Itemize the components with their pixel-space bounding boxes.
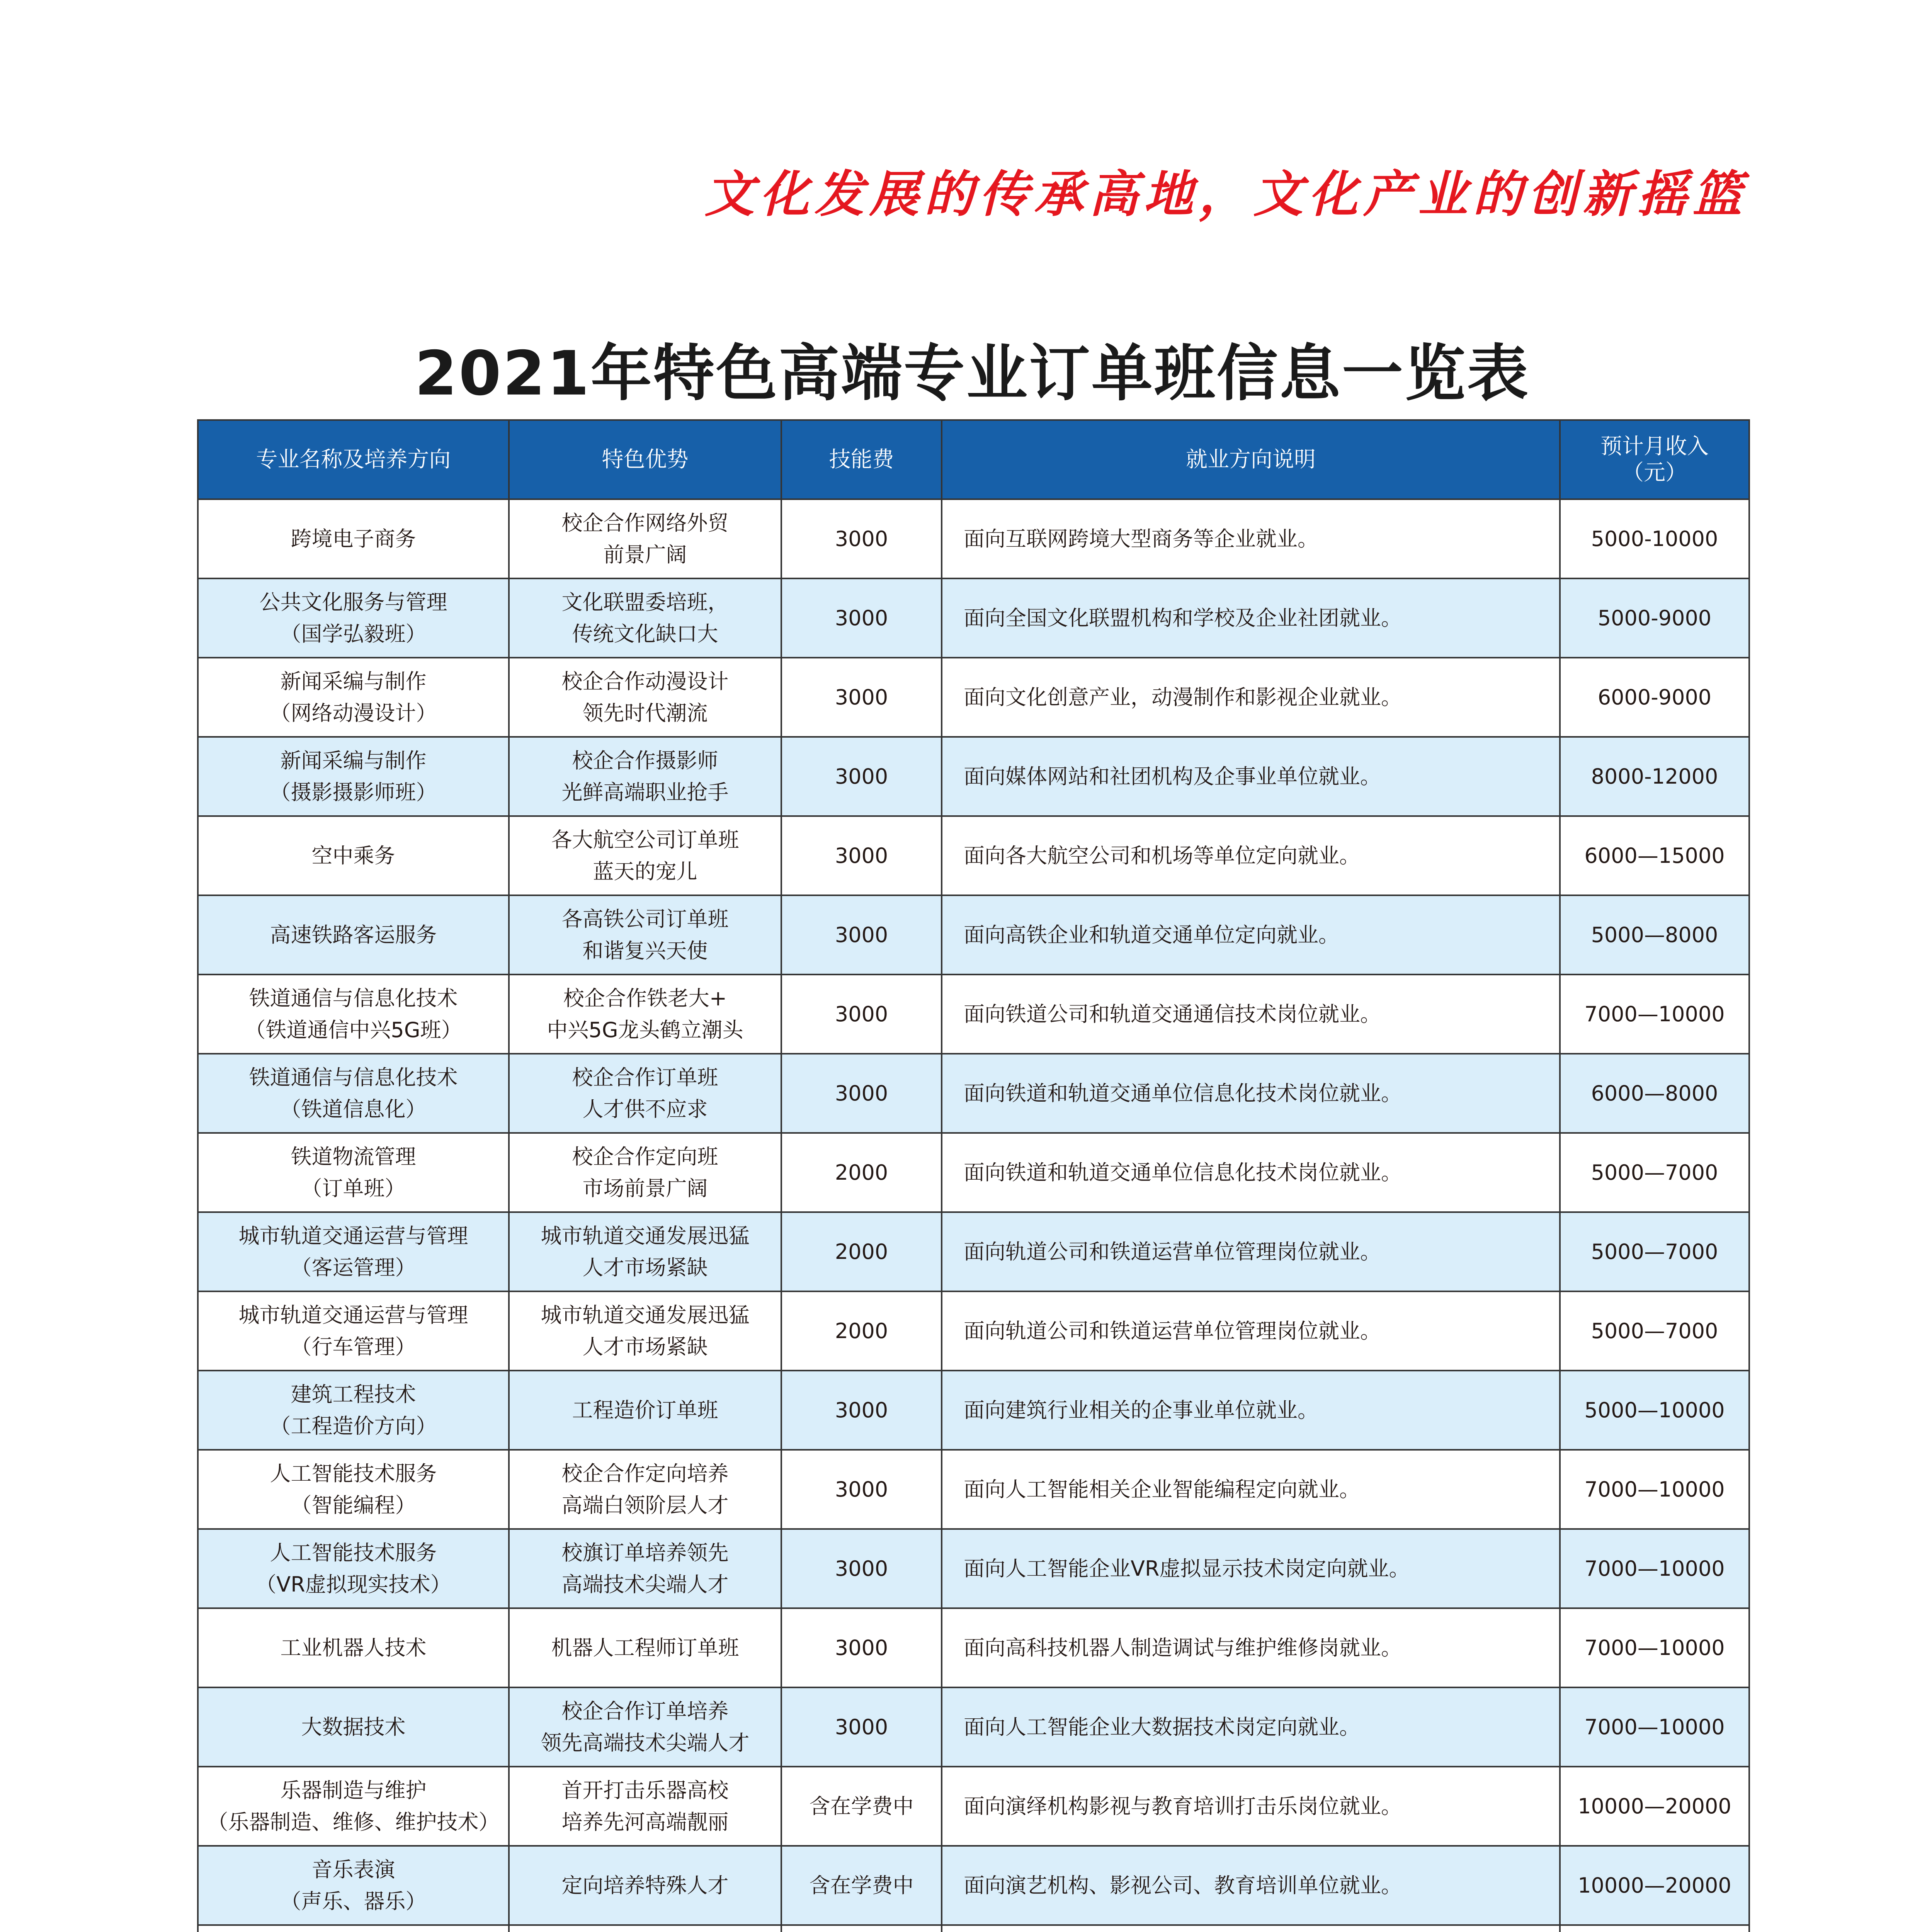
cell-major: 铁道物流管理 （订单班） [198,1133,509,1212]
table-row [198,1212,1749,1291]
page-title: 2021年特色高端专业订单班信息一览表 [415,338,1530,409]
slogan: 文化发展的传承高地，文化产业的创新摇篮 [704,165,1747,223]
cell-advantage: 校企合作定向培养 高端白领阶层人才 [509,1450,781,1529]
table-row [198,1291,1749,1371]
cell-income: 10000—20000 [1560,1846,1749,1925]
cell-advantage: 城市轨道交通发展迅猛 人才市场紧缺 [509,1291,781,1371]
cell-employment: 面向轨道公司和铁道运营单位管理岗位就业。 [942,1212,1560,1291]
cell-major: 空中乘务 [198,816,509,895]
cell-advantage: 首开打击乐器高校 培养先河高端靓丽 [509,1767,781,1846]
cell-fee: 3000 [781,1054,942,1133]
table-row [198,1687,1749,1767]
table-row [198,1846,1749,1925]
cell-income: 5000—10000 [1560,1371,1749,1450]
column-header-advantage: 特色优势 [509,420,781,499]
cell-income: 5000-10000 [1560,499,1749,578]
cell-major: 乐器制造与维护 （乐器制造、维修、维护技术） [198,1767,509,1846]
cell-major: 工业机器人技术 [198,1608,509,1687]
cell-advantage: 校企合作网络外贸 前景广阔 [509,499,781,578]
cell-major: 人工智能技术服务 （VR虚拟现实技术） [198,1529,509,1608]
majors-table [197,419,1750,1932]
cell-income: 5000-9000 [1560,578,1749,658]
cell-fee: 3000 [781,737,942,816]
cell-income: 7000—10000 [1560,1450,1749,1529]
cell-major: 城市轨道交通运营与管理 （客运管理） [198,1212,509,1291]
table-row [198,737,1749,816]
cell-advantage: 机器人工程师订单班 [509,1608,781,1687]
cell-advantage: 各高铁公司订单班 和谐复兴天使 [509,895,781,975]
column-header-income: 预计月收入 （元） [1560,420,1749,499]
cell-income: 6000—15000 [1560,816,1749,895]
cell-employment: 面向人工智能相关企业智能编程定向就业。 [942,1450,1560,1529]
cell-income: 5000—7000 [1560,1212,1749,1291]
table-row [198,975,1749,1054]
table-row [198,895,1749,975]
cell-fee: 3000 [781,1450,942,1529]
cell-employment: 面向全国文化联盟机构和学校及企业社团就业。 [942,578,1560,658]
cell-income: 7000—10000 [1560,975,1749,1054]
table-row [198,1054,1749,1133]
cell-fee: 3000 [781,816,942,895]
cell-fee: 3000 [781,1371,942,1450]
cell-income: 6000-9000 [1560,658,1749,737]
table-row [198,1608,1749,1687]
cell-advantage: 定向培养特殊人才 [509,1846,781,1925]
cell-fee [781,1925,942,1932]
cell-fee: 3000 [781,499,942,578]
cell-advantage: 城市轨道交通发展迅猛 人才市场紧缺 [509,1212,781,1291]
cell-major: 铁道通信与信息化技术 （铁道信息化） [198,1054,509,1133]
cell-income: 6000—8000 [1560,1054,1749,1133]
cell-income: 7000—10000 [1560,1608,1749,1687]
table-row [198,1767,1749,1846]
cell-employment: 面向铁道和轨道交通单位信息化技术岗位就业。 [942,1054,1560,1133]
table-row [198,499,1749,578]
cell-employment: 面向人工智能企业VR虚拟显示技术岗定向就业。 [942,1529,1560,1608]
cell-income: 7000—10000 [1560,1687,1749,1767]
cell-income: 5000—8000 [1560,895,1749,975]
cell-fee: 3000 [781,658,942,737]
cell-income: 10000—20000 [1560,1767,1749,1846]
cell-income: 7000—10000 [1560,1529,1749,1608]
table-row [198,1371,1749,1450]
cell-major: 新闻采编与制作 （摄影摄影师班） [198,737,509,816]
column-header-major: 专业名称及培养方向 [198,420,509,499]
column-header-employment: 就业方向说明 [942,420,1560,499]
cell-income: 5000—7000 [1560,1291,1749,1371]
table-row [198,1529,1749,1608]
cell-employment: 面向文化创意产业，动漫制作和影视企业就业。 [942,658,1560,737]
cell-employment: 面向高科技机器人制造调试与维护维修岗就业。 [942,1608,1560,1687]
cell-advantage [509,1925,781,1932]
table-row [198,1133,1749,1212]
cell-major: 城市轨道交通运营与管理 （行车管理） [198,1291,509,1371]
cell-fee: 3000 [781,1529,942,1608]
table-header-row [198,420,1749,499]
cell-income: 5000—7000 [1560,1133,1749,1212]
cell-advantage: 各大航空公司订单班 蓝天的宠儿 [509,816,781,895]
cell-fee: 3000 [781,895,942,975]
cell-fee: 含在学费中 [781,1846,942,1925]
cell-advantage: 校旗订单培养领先 高端技术尖端人才 [509,1529,781,1608]
cell-employment: 面向建筑行业相关的企事业单位就业。 [942,1371,1560,1450]
table-row [198,1925,1749,1932]
cell-employment: 面向媒体网站和社团机构及企事业单位就业。 [942,737,1560,816]
cell-major: 音乐表演 （声乐、器乐） [198,1846,509,1925]
cell-fee: 2000 [781,1212,942,1291]
cell-employment: 面向互联网跨境大型商务等企业就业。 [942,499,1560,578]
table-row [198,1450,1749,1529]
cell-major: 跨境电子商务 [198,499,509,578]
cell-major: 人工智能技术服务 （智能编程） [198,1450,509,1529]
cell-advantage: 校企合作摄影师 光鲜高端职业抢手 [509,737,781,816]
cell-fee: 3000 [781,1687,942,1767]
cell-employment: 面向轨道公司和铁道运营单位管理岗位就业。 [942,1291,1560,1371]
cell-major: 铁道通信与信息化技术 （铁道通信中兴5G班） [198,975,509,1054]
cell-fee: 3000 [781,1608,942,1687]
cell-fee: 2000 [781,1133,942,1212]
cell-major: 高速铁路客运服务 [198,895,509,975]
cell-major: 建筑工程技术 （工程造价方向） [198,1371,509,1450]
cell-advantage: 校企合作定向班 市场前景广阔 [509,1133,781,1212]
cell-employment: 面向演艺机构、影视公司、教育培训单位就业。 [942,1846,1560,1925]
cell-employment: 面向人工智能企业大数据技术岗定向就业。 [942,1687,1560,1767]
cell-major: 大数据技术 [198,1687,509,1767]
table-row [198,658,1749,737]
cell-income [1560,1925,1749,1932]
cell-advantage: 校企合作订单培养 领先高端技术尖端人才 [509,1687,781,1767]
cell-advantage: 文化联盟委培班， 传统文化缺口大 [509,578,781,658]
cell-major: 新闻采编与制作 （网络动漫设计） [198,658,509,737]
cell-fee: 含在学费中 [781,1767,942,1846]
cell-major: 公共文化服务与管理 （国学弘毅班） [198,578,509,658]
cell-fee: 2000 [781,1291,942,1371]
cell-income: 8000-12000 [1560,737,1749,816]
cell-employment: 面向高铁企业和轨道交通单位定向就业。 [942,895,1560,975]
cell-advantage: 校企合作铁老大+ 中兴5G龙头鹤立潮头 [509,975,781,1054]
column-header-fee: 技能费 [781,420,942,499]
table-row [198,578,1749,658]
cell-fee: 3000 [781,578,942,658]
cell-advantage: 校企合作订单班 人才供不应求 [509,1054,781,1133]
cell-advantage: 校企合作动漫设计 领先时代潮流 [509,658,781,737]
cell-employment: 面向演绎机构影视与教育培训打击乐岗位就业。 [942,1767,1560,1846]
cell-employment: 面向铁道公司和轨道交通通信技术岗位就业。 [942,975,1560,1054]
cell-fee: 3000 [781,975,942,1054]
cell-employment [942,1925,1560,1932]
cell-advantage: 工程造价订单班 [509,1371,781,1450]
cell-employment: 面向各大航空公司和机场等单位定向就业。 [942,816,1560,895]
table-row [198,816,1749,895]
cell-employment: 面向铁道和轨道交通单位信息化技术岗位就业。 [942,1133,1560,1212]
cell-major [198,1925,509,1932]
